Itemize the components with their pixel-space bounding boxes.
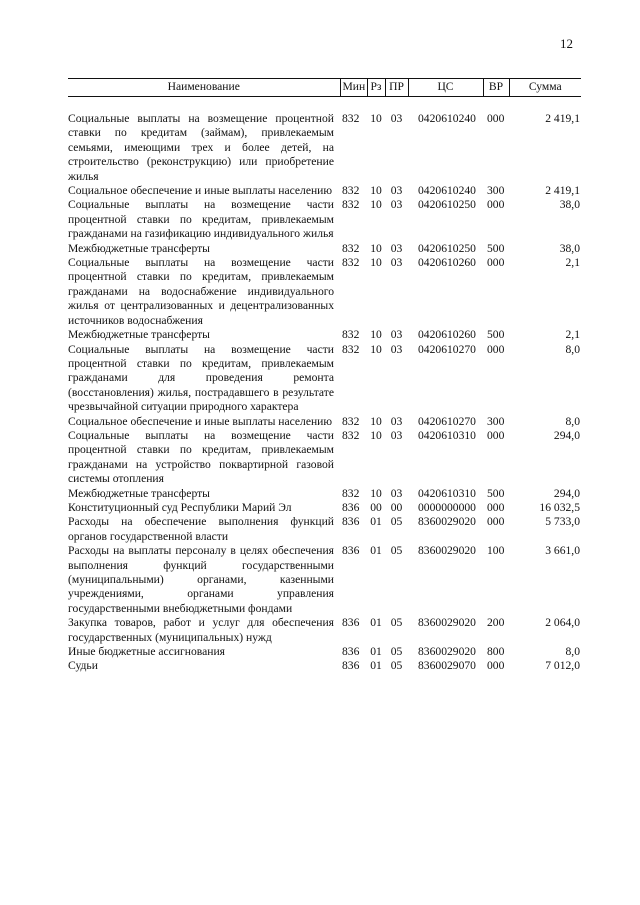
table-row xyxy=(68,184,581,198)
row-rz: 10 xyxy=(370,486,382,500)
column-header-sum: Сумма xyxy=(509,79,581,97)
row-cs: 0420610260 xyxy=(418,328,476,342)
table-row xyxy=(68,515,581,544)
row-pr: 05 xyxy=(390,659,403,673)
row-vr: 500 xyxy=(487,486,505,500)
row-vr: 000 xyxy=(487,342,505,356)
row-pr: 03 xyxy=(390,486,403,500)
row-cs: 0420610270 xyxy=(418,414,476,428)
row-rz: 01 xyxy=(370,616,382,630)
row-min: 832 xyxy=(342,198,360,212)
row-pr: 03 xyxy=(390,328,403,342)
row-sum: 294,0 xyxy=(553,428,580,442)
row-name: Расходы на выплаты персоналу в целях обеспечения выполнения функций государственными (муниципальными) органами, казенными учреждениями, органами управления государственными внебюджетными фондами xyxy=(68,544,334,615)
column-header-cs: ЦС xyxy=(408,79,483,97)
row-cs: 0420610250 xyxy=(418,241,476,255)
row-pr: 05 xyxy=(390,515,403,529)
row-name: Закупка товаров, работ и услуг для обеспечения государственных (муниципальных) нужд xyxy=(68,616,334,644)
column-header-name: Наименование xyxy=(68,79,340,97)
row-name: Расходы на обеспечение выполнения функций органов государственной власти xyxy=(68,515,334,543)
column-header-pr: ПР xyxy=(385,79,408,97)
row-name: Социальное обеспечение и иные выплаты населению xyxy=(68,414,333,428)
row-sum: 294,0 xyxy=(553,486,580,500)
row-pr: 03 xyxy=(390,198,403,212)
row-sum: 2,1 xyxy=(565,256,580,270)
row-sum: 8,0 xyxy=(565,414,580,428)
row-pr: 03 xyxy=(390,428,403,442)
table-row xyxy=(68,616,581,645)
row-pr: 03 xyxy=(390,414,403,428)
row-rz: 01 xyxy=(370,645,382,659)
row-sum: 3 661,0 xyxy=(545,544,580,558)
row-cs: 0420610310 xyxy=(418,486,476,500)
row-sum: 5 733,0 xyxy=(545,515,580,529)
table-body xyxy=(68,97,581,674)
row-vr: 000 xyxy=(487,112,505,125)
table-row xyxy=(68,328,581,342)
budget-table xyxy=(68,78,581,674)
table-row xyxy=(68,544,581,616)
row-min: 836 xyxy=(342,515,360,529)
row-vr: 000 xyxy=(487,198,505,212)
row-cs: 0420610270 xyxy=(418,342,476,356)
row-name: Социальные выплаты на возмещение части процентной ставки по кредитам, привлекаемым гражданами на водоснабжение индивидуального жилья от централизованных и децентрализованных источников водоснабжения xyxy=(68,256,334,327)
row-pr: 03 xyxy=(390,112,403,125)
row-min: 832 xyxy=(342,256,360,270)
row-cs: 0420610260 xyxy=(418,256,476,270)
row-sum: 2,1 xyxy=(565,328,580,342)
row-sum: 2 419,1 xyxy=(545,184,580,198)
row-sum: 38,0 xyxy=(559,198,580,212)
row-rz: 10 xyxy=(370,112,382,125)
row-cs: 8360029070 xyxy=(418,659,476,673)
row-rz: 10 xyxy=(370,241,382,255)
row-pr: 05 xyxy=(390,645,403,659)
page-number: 12 xyxy=(560,36,573,51)
row-pr: 05 xyxy=(390,616,403,630)
row-rz: 10 xyxy=(370,328,382,342)
row-min: 832 xyxy=(342,428,360,442)
row-vr: 800 xyxy=(487,645,505,659)
column-header-min: Мин xyxy=(340,79,367,97)
row-pr: 03 xyxy=(390,184,403,198)
row-sum: 16 032,5 xyxy=(539,500,580,514)
row-name: Социальное обеспечение и иные выплаты населению xyxy=(68,184,333,198)
row-rz: 01 xyxy=(370,544,382,558)
table-row xyxy=(68,256,581,328)
row-min: 832 xyxy=(342,486,360,500)
row-sum: 38,0 xyxy=(559,241,580,255)
row-min: 836 xyxy=(342,616,360,630)
row-name: Социальные выплаты на возмещение части процентной ставки по кредитам, привлекаемым гражданами для проведения ремонта (восстановления) жилья, пострадавшего в результате чрезвычайной ситуации природного характера xyxy=(68,342,334,414)
table-row xyxy=(68,198,581,241)
row-cs: 0420610240 xyxy=(418,184,476,198)
row-cs: 0420610310 xyxy=(418,428,476,442)
row-rz: 01 xyxy=(370,659,382,673)
row-min: 832 xyxy=(342,184,360,198)
row-name: Социальные выплаты на возмещение процентной ставки по кредитам (займам), привлекаемым семьями, имеющими трех и более детей, на строительство (реконструкцию) или приобретение жилья xyxy=(68,112,334,183)
row-vr: 200 xyxy=(487,616,505,630)
row-sum: 7 012,0 xyxy=(545,659,580,673)
row-rz: 01 xyxy=(370,515,382,529)
table-row xyxy=(68,429,581,487)
row-name: Судьи xyxy=(68,659,98,673)
row-min: 836 xyxy=(342,500,360,514)
row-rz: 10 xyxy=(370,428,382,442)
row-cs: 8360029020 xyxy=(418,616,476,630)
row-vr: 300 xyxy=(487,414,505,428)
row-min: 832 xyxy=(342,414,360,428)
row-vr: 000 xyxy=(487,515,505,529)
row-vr: 300 xyxy=(487,184,505,198)
row-sum: 2 064,0 xyxy=(545,616,580,630)
row-cs: 8360029020 xyxy=(418,544,476,558)
table-row xyxy=(68,487,581,501)
row-vr: 500 xyxy=(487,328,505,342)
row-sum: 2 419,1 xyxy=(545,112,580,125)
row-name: Социальные выплаты на возмещение части процентной ставки по кредитам, привлекаемым гражданами на газификацию индивидуального жилья xyxy=(68,198,334,241)
row-pr: 03 xyxy=(390,241,403,255)
row-min: 836 xyxy=(342,544,360,558)
row-cs: 0420610250 xyxy=(418,198,476,212)
row-rz: 10 xyxy=(370,256,382,270)
row-vr: 000 xyxy=(487,428,505,442)
row-min: 836 xyxy=(342,659,360,673)
row-cs: 8360029020 xyxy=(418,515,476,529)
table-row xyxy=(68,659,581,673)
row-rz: 00 xyxy=(370,500,382,514)
row-name: Межбюджетные трансферты xyxy=(68,328,210,342)
row-rz: 10 xyxy=(370,414,382,428)
row-pr: 03 xyxy=(390,256,403,270)
row-min: 832 xyxy=(342,241,360,255)
row-min: 832 xyxy=(342,328,360,342)
row-min: 836 xyxy=(342,645,360,659)
row-vr: 000 xyxy=(487,500,505,514)
row-pr: 00 xyxy=(390,500,403,514)
row-vr: 000 xyxy=(487,256,505,270)
row-name: Иные бюджетные ассигнования xyxy=(68,645,225,659)
row-vr: 000 xyxy=(487,659,505,673)
row-pr: 05 xyxy=(390,544,403,558)
table-row xyxy=(68,343,581,415)
row-rz: 10 xyxy=(370,198,382,212)
column-header-rz: Рз xyxy=(367,79,385,97)
table-row xyxy=(68,242,581,256)
row-name: Межбюджетные трансферты xyxy=(68,486,210,500)
row-vr: 100 xyxy=(487,544,505,558)
table-row xyxy=(68,415,581,429)
row-cs: 0000000000 xyxy=(418,500,476,514)
table-row xyxy=(68,501,581,515)
row-rz: 10 xyxy=(370,184,382,198)
row-cs: 0420610240 xyxy=(418,112,476,125)
row-min: 832 xyxy=(342,342,360,356)
row-rz: 10 xyxy=(370,342,382,356)
row-name: Социальные выплаты на возмещение части процентной ставки по кредитам, привлекаемым гражданами на устройство поквартирной газовой системы отопления xyxy=(68,428,334,486)
table-row xyxy=(68,97,581,185)
column-header-vr: ВР xyxy=(483,79,509,97)
row-sum: 8,0 xyxy=(565,645,580,659)
table-row xyxy=(68,645,581,659)
table-header-row xyxy=(68,79,581,97)
row-vr: 500 xyxy=(487,241,505,255)
row-name: Межбюджетные трансферты xyxy=(68,241,210,255)
row-pr: 03 xyxy=(390,342,403,356)
row-name: Конституционный суд Республики Марий Эл xyxy=(68,500,292,514)
row-min: 832 xyxy=(342,112,360,125)
row-cs: 8360029020 xyxy=(418,645,476,659)
row-sum: 8,0 xyxy=(565,342,580,356)
